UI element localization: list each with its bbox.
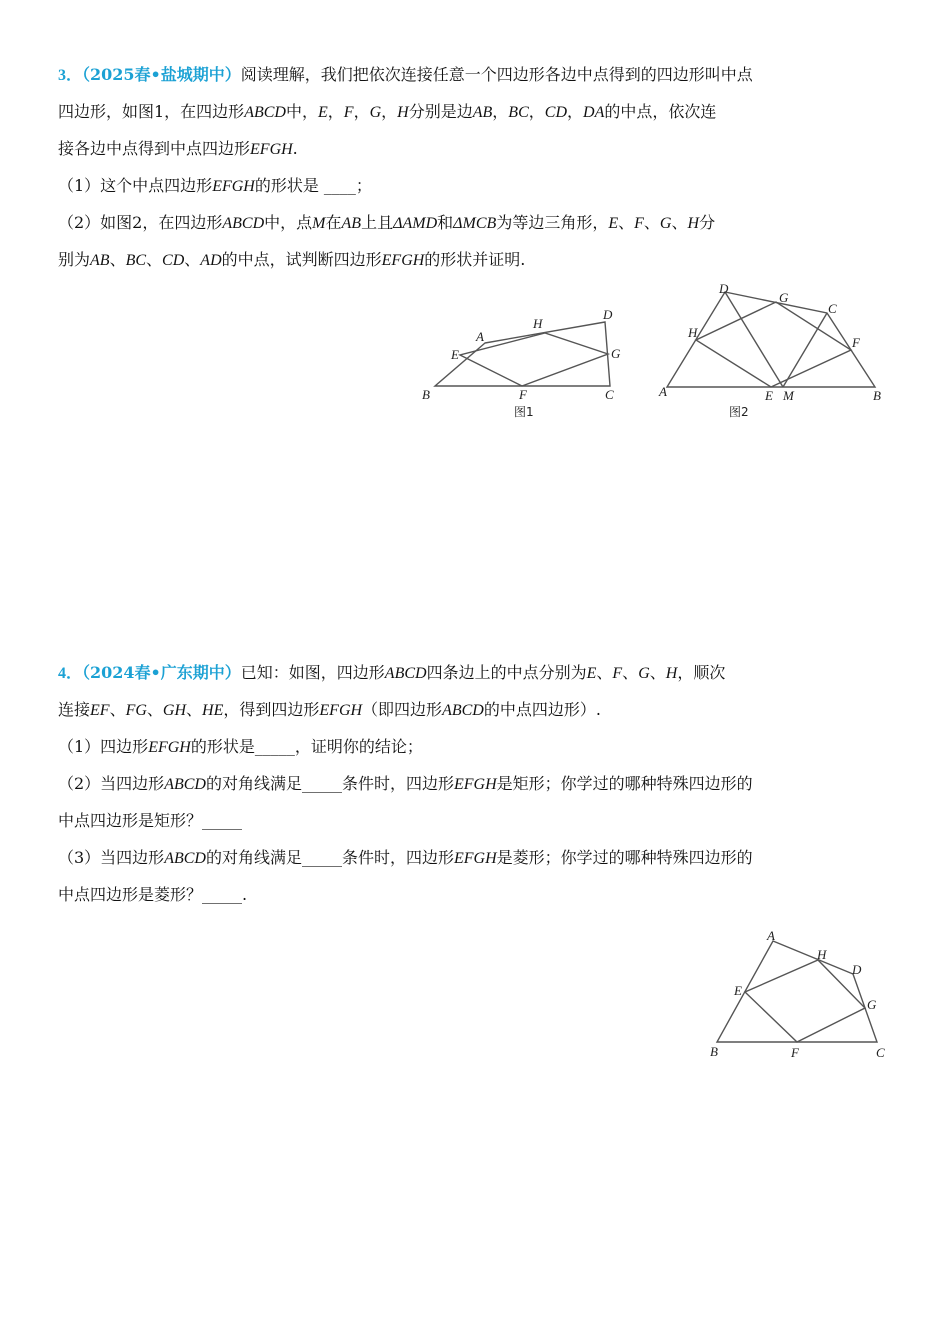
label-M: M: [783, 388, 794, 403]
label-G: G: [867, 997, 877, 1012]
problem-source: （2024春•广东期中）: [82, 663, 241, 682]
problem-3: [58, 56, 892, 278]
figure-caption: 图1: [514, 405, 534, 419]
label-E: E: [451, 347, 459, 362]
label-B: B: [710, 1044, 718, 1059]
figure-caption: 图2: [729, 405, 749, 419]
label-E: E: [765, 388, 773, 403]
label-A: A: [767, 928, 775, 943]
label-A: A: [476, 329, 484, 344]
label-H: H: [533, 316, 543, 331]
p4-question-2-cont: 中点四边形是矩形？_____: [58, 811, 243, 830]
label-D: D: [852, 962, 862, 977]
p3-line-1: 3．（2025春•盐城期中）阅读理解，我们把依次连接任意一个四边形各边中点得到的四边形叫中点: [58, 65, 753, 84]
p4-line-1: 4．（2024春•广东期中）已知：如图，四边形ABCD四条边上的中点分别为E、F、G、H，顺次: [58, 663, 726, 682]
p3-question-2: （2）如图2，在四边形ABCD中，点M在AB上且ΔAMD和ΔMCB为等边三角形，E、F、G、H分: [58, 213, 716, 232]
p4-question-3-cont: 中点四边形是菱形？_____.: [58, 885, 248, 904]
problem-source: （2025春•盐城期中）: [82, 65, 241, 84]
label-D: D: [719, 281, 729, 296]
p4-line-2: 连接EF、FG、GH、HE，得到四边形EFGH（即四边形ABCD的中点四边形）.: [58, 700, 601, 719]
label-B: B: [873, 388, 881, 403]
p4-question-2: （2）当四边形ABCD的对角线满足_____条件时，四边形EFGH是矩形；你学过的哪种特殊四边形的: [58, 774, 753, 793]
label-E: E: [734, 983, 742, 998]
figure-problem-4: [705, 925, 895, 1065]
figure-2: [655, 280, 895, 422]
label-D: D: [603, 307, 613, 322]
problem-4: [58, 654, 892, 913]
p3-line-3: 接各边中点得到中点四边形EFGH.: [58, 139, 298, 158]
problem-number: 4．: [58, 665, 83, 682]
label-B: B: [422, 387, 430, 402]
label-F: F: [791, 1045, 799, 1060]
label-C: C: [605, 387, 614, 402]
p3-question-1: （1）这个中点四边形EFGH的形状是 ____；: [58, 176, 372, 195]
label-F: F: [852, 335, 860, 350]
problem-number: 3．: [58, 67, 83, 84]
segment-DM: [725, 292, 783, 387]
label-G: G: [779, 290, 789, 305]
figure-1: [415, 300, 630, 422]
p3-line-2: 四边形，如图1，在四边形ABCD中，E，F，G，H分别是边AB，BC，CD，DA的中点，依次连: [58, 102, 717, 121]
p4-question-1: （1）四边形EFGH的形状是_____，证明你的结论；: [58, 737, 423, 756]
label-C: C: [876, 1045, 885, 1060]
label-H: H: [688, 325, 698, 340]
label-G: G: [611, 346, 621, 361]
p4-question-3: （3）当四边形ABCD的对角线满足_____条件时，四边形EFGH是菱形；你学过的哪种特殊四边形的: [58, 848, 753, 867]
segment-MC: [783, 313, 827, 387]
quad-efgh: [745, 960, 865, 1042]
label-C: C: [828, 301, 837, 316]
p3-question-2-cont: 别为AB、BC、CD、AD的中点，试判断四边形EFGH的形状并证明.: [58, 250, 526, 269]
label-A: A: [659, 384, 667, 399]
label-H: H: [817, 947, 827, 962]
label-F: F: [519, 387, 527, 402]
